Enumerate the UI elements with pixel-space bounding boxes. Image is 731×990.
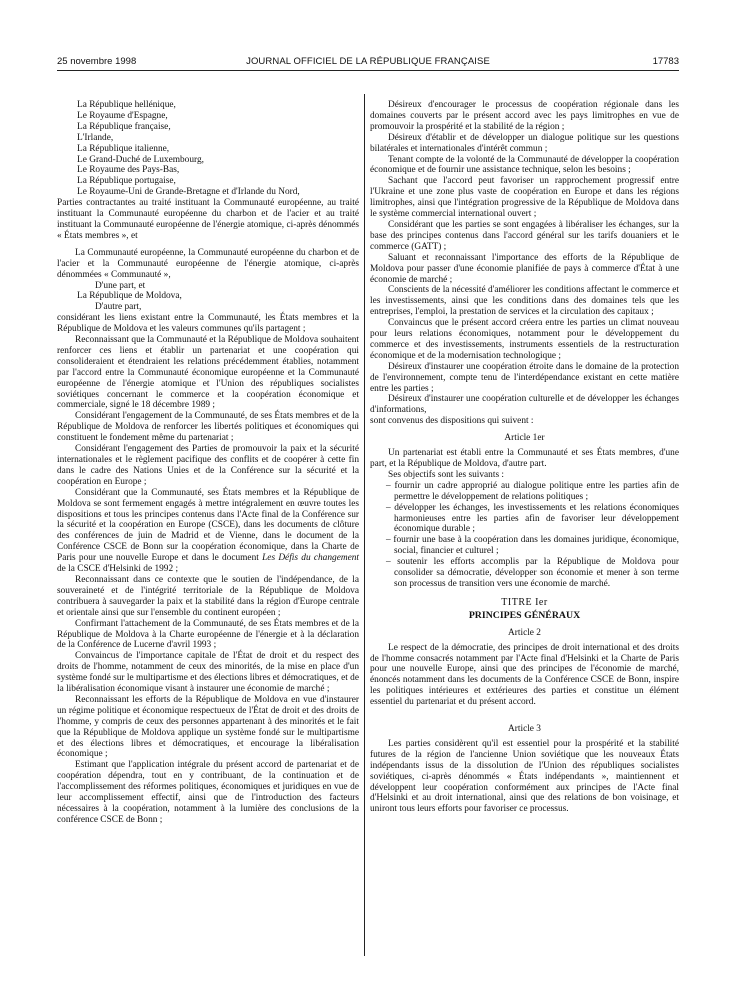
- paragraph: Confirmant l'attachement de la Communauté, de ses États membres et de la République de Moldova à la Charte européenne de l'énergie et à la déclaration de la Conférence de Lucerne d'avril 1993 ;: [57, 618, 359, 651]
- page-header: [57, 56, 679, 70]
- paragraph: sont convenus des dispositions qui suivent :: [370, 416, 534, 427]
- paragraph: Considérant que les parties se sont engagées à libéraliser les échanges, sur la base des principes contenus dans l'accord général sur les tarifs douaniers et le commerce (GATT) ;: [370, 219, 679, 252]
- dautre-part: D'autre part,: [95, 302, 142, 313]
- paragraph: considérant les liens existant entre la Communauté, les États membres et la République de Moldova et les valeurs communes qu'ils partagent ;: [57, 313, 359, 335]
- paragraph: Désireux d'établir et de développer un dialogue politique sur les questions bilatérales et internationales d'intérêt commun ;: [370, 132, 679, 154]
- party-line: Le Royaume des Pays-Bas,: [77, 165, 180, 176]
- paragraph: Désireux d'encourager le processus de coopération régionale dans les domaines couverts par le présent accord avec les pays limitrophes en vue de promouvoir la prospérité et la stabilité de la région ;: [370, 100, 679, 132]
- party-line: La République portugaise,: [77, 176, 176, 187]
- moldova-line: La République de Moldova,: [77, 291, 182, 302]
- article-1-heading: Article 1er: [504, 433, 545, 444]
- article-2-heading: Article 2: [508, 627, 541, 638]
- objective-item: – fournir une base à la coopération dans les domaines juridique, économique, social, financier et culturel ;: [386, 535, 679, 557]
- paragraph: Reconnaissant que la Communauté et la République de Moldova souhaitent renforcer ces liens et établir un partenariat et une coopération qui consolideraient et étendraient les relations précédemment établies, notamment par l'accord entre la Communauté économique européenne et la Communauté européenne de l'énergie atomique et l'Union des républiques socialistes soviétiques concernant le commerce et la coopération économique et commerciale, signé le 18 décembre 1989 ;: [57, 335, 359, 411]
- paragraph: [57, 488, 359, 575]
- column-divider: [364, 94, 365, 956]
- header-rule: [57, 70, 679, 71]
- left-column: [57, 100, 359, 826]
- objective-item: – soutenir les efforts accomplis par la République de Moldova pour consolider sa démocratie, développer son économie et mener à son terme son processus de transition vers une économie de marché.: [386, 557, 679, 589]
- header-journal-title: JOURNAL OFFICIEL DE LA RÉPUBLIQUE FRANÇAISE: [246, 56, 490, 67]
- article-1-text: Un partenariat est établi entre la Communauté et ses États membres, d'une part, et la République de Moldova, d'autre part.: [370, 448, 679, 469]
- right-column: [370, 100, 679, 815]
- party-line: Le Royaume-Uni de Grande-Bretagne et d'Irlande du Nord,: [77, 187, 300, 198]
- document-title: Les Défis du changement: [262, 553, 360, 564]
- paragraph: Convaincus de l'importance capitale de l'État de droit et du respect des droits de l'homme, notamment de ceux des minorités, de la mise en place d'un système fondé sur le multipartisme et des élections libres et démocratiques, et de la libéralisation économique visant à instaurer une économie de marché ;: [57, 651, 359, 695]
- header-page-number: 17783: [652, 56, 679, 67]
- titre-subheading: PRINCIPES GÉNÉRAUX: [468, 609, 581, 621]
- paragraph: Saluant et reconnaissant l'importance des efforts de la République de Moldova pour passer d'une économie planifiée de pays à commerce d'État à une économie de marché ;: [370, 252, 679, 285]
- party-line: La République hellénique,: [77, 100, 176, 110]
- paragraph: Estimant que l'application intégrale du présent accord de partenariat et de coopération dépendra, tout en y contribuant, de la continuation et de l'accomplissement des réformes politiques, économiques et juridiques en vue de leur accomplissement effectif, ainsi que de l'introduction des facteurs nécessaires à la coopération, notamment à la lumière des conclusions de la conférence CSCE de Bonn ;: [57, 760, 359, 825]
- paragraph: Désireux d'instaurer une coopération étroite dans le domaine de la protection de l'environnement, compte tenu de l'interdépendance existant en cette matière entre les parties ;: [370, 361, 679, 394]
- paragraph-text: de la CSCE d'Helsinki de 1992 ;: [57, 564, 179, 575]
- header-date: 25 novembre 1998: [57, 56, 137, 67]
- communaute-paragraph: La Communauté européenne, la Communauté européenne du charbon et de l'acier et la Communauté européenne de l'énergie atomique, ci-après dénommées « Communauté »,: [57, 247, 359, 280]
- paragraph: Désireux d'instaurer une coopération culturelle et de développer les échanges d'informations,: [370, 394, 679, 416]
- article-3-text: Les parties considèrent qu'il est essentiel pour la prospérité et la stabilité futures de la région de l'ancienne Union soviétique que les nouveaux États indépendants issus de la dissolution de l'Union des républiques socialistes soviétiques, ci-après dénommés « États indépendants », maintiennent et développent leur coopération conformément aux principes de l'Acte final d'Helsinki et au droit international, ainsi que des relations de bon voisinage, et uniront tous leurs efforts pour favoriser ce processus.: [370, 738, 679, 815]
- paragraph: Conscients de la nécessité d'améliorer les conditions affectant le commerce et les investissements, ainsi que les conditions dans des domaines tels que les entreprises, l'emploi, la prestation de services et la circulation des capitaux ;: [370, 285, 679, 318]
- paragraph-text: Considérant que la Communauté, ses États membres et la République de Moldova se sont fermement engagés à mettre intégralement en œuvre toutes les dispositions et tous les principes contenus dans l'Acte final de la Conférence sur la sécurité et la coopération en Europe (CSCE), dans les documents de clôture des conférences de juin de Madrid et de Vienne, dans le document de la Conférence CSCE de Bonn sur la coopération économique, dans la Charte de Paris pour une nouvelle Europe et dans le document: [57, 487, 359, 564]
- paragraph: Considérant l'engagement de la Communauté, de ses États membres et de la République de Moldova de renforcer les libertés politiques et économiques qui constituent le fondement même du partenariat ;: [57, 411, 359, 444]
- party-line: La République italienne,: [77, 143, 170, 154]
- paragraph: Sachant que l'accord peut favoriser un rapprochement progressif entre l'Ukraine et une zone plus vaste de coopération en Europe et dans les régions limitrophes, ainsi que l'intégration progressive de la République de Moldova dans le système commercial international ouvert ;: [370, 176, 679, 220]
- paragraph: Considérant l'engagement des Parties de promouvoir la paix et la sécurité internationales et le règlement pacifique des conflits et de coopérer à cette fin dans le cadre des Nations Unies et de la Conférence sur la sécurité et la coopération en Europe ;: [57, 444, 359, 487]
- party-line: La République française,: [77, 121, 171, 132]
- paragraph: Tenant compte de la volonté de la Communauté de développer la coopération économique et de fournir une assistance technique, selon les besoins ;: [370, 154, 679, 176]
- article-2-text: Le respect de la démocratie, des principes de droit international et des droits de l'homme consacrés notamment par l'Acte final d'Helsinki et la Charte de Paris pour une nouvelle Europe, ainsi que des principes de l'économie de marché, énoncés notamment dans les documents de la Conférence CSCE de Bonn, inspire les politiques intérieures et extérieures des parties et constitue un élément essentiel du partenariat et du présent accord.: [370, 642, 679, 708]
- titre-heading: TITRE Ier: [501, 596, 548, 608]
- objectifs-intro: Ses objectifs sont les suivants :: [388, 469, 505, 480]
- objective-item: – développer les échanges, les investissements et les relations économiques harmonieuses entre les parties afin de favoriser leur développement économique durable ;: [386, 502, 679, 535]
- paragraph: Convaincus que le présent accord créera entre les parties un climat nouveau pour leurs relations économiques, notamment pour le développement du commerce et des investissements, instruments essentiels de la restructuration économique et de la modernisation technologique ;: [370, 318, 679, 361]
- objective-item: – fournir un cadre approprié au dialogue politique entre les parties afin de permettre le développement de relations politiques ;: [386, 480, 679, 502]
- party-line: L'Irlande,: [77, 132, 114, 143]
- dune-part: D'une part, et: [95, 280, 146, 291]
- paragraph: Reconnaissant les efforts de la République de Moldova en vue d'instaurer un régime politique et économique respectueux de l'État de droit et des droits de l'homme, y compris de ceux des personnes appartenant à des minorités et le fait que la République de Moldova applique un système fondé sur le multipartisme et des élections libres et démocratiques, et encourage la libéralisation économique ;: [57, 694, 359, 760]
- party-line: Le Grand-Duché de Luxembourg,: [77, 154, 204, 165]
- party-line: Le Royaume d'Espagne,: [77, 110, 168, 121]
- parties-contractantes: Parties contractantes au traité instituant la Communauté européenne, au traité instituant la Communauté européenne du charbon et de l'acier et au traité instituant la Communauté européenne de l'énergie atomique, ci-après dénommés « États membres », et: [57, 198, 359, 241]
- article-3-heading: Article 3: [508, 724, 541, 735]
- paragraph: Reconnaissant dans ce contexte que le soutien de l'indépendance, de la souveraineté et de l'intégrité territoriale de la République de Moldova contribuera à sauvegarder la paix et la stabilité dans la région d'Europe centrale et orientale ainsi que sur l'ensemble du continent européen ;: [57, 574, 359, 618]
